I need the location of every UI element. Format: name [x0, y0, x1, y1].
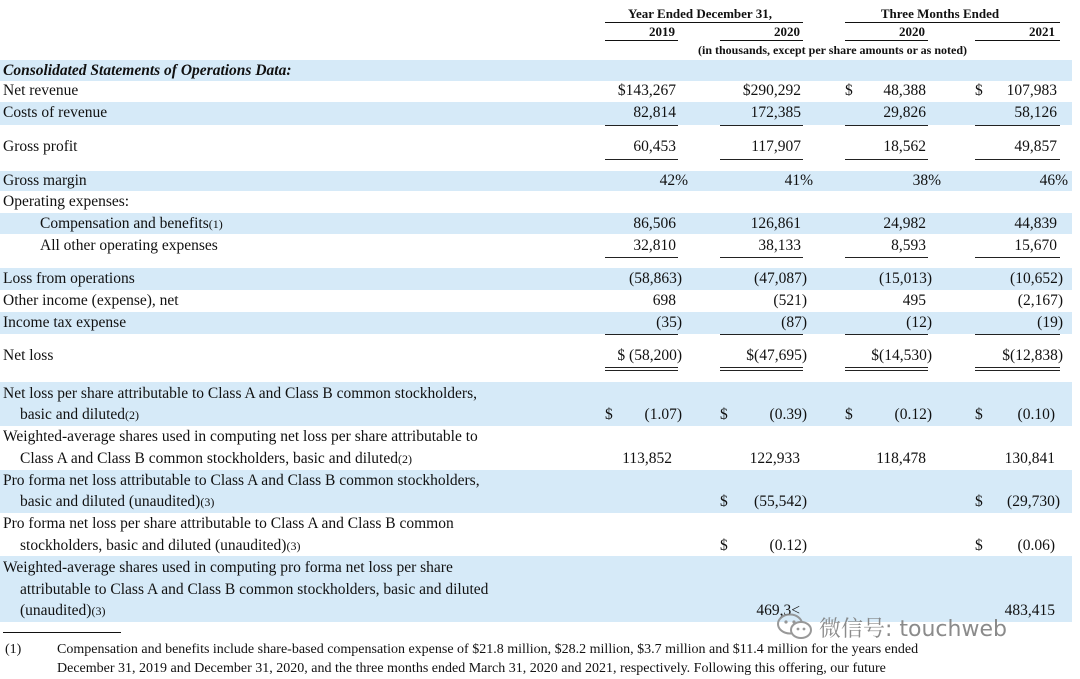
- tax-2020: (87): [781, 314, 807, 331]
- rule-costs-2019: [605, 125, 678, 126]
- comp-q2020: 24,982: [883, 215, 926, 232]
- footnote-ref: (1): [208, 217, 223, 231]
- other-income-q2020: 495: [902, 292, 926, 309]
- wavg-2020: 122,933: [749, 450, 800, 467]
- other-opex-2020: 38,133: [758, 237, 801, 254]
- net-revenue-q2021: 107,983: [1006, 82, 1057, 99]
- row-net-revenue-label: Net revenue: [3, 82, 79, 99]
- footnote-ref: (3): [200, 495, 215, 509]
- row-pf-nl-label-2: basic and diluted (unaudited)(3): [20, 493, 215, 510]
- gross-margin-2020: 41%: [784, 172, 813, 189]
- footnote-ref: (2): [398, 452, 412, 466]
- row-comp-label: Compensation and benefits(1): [40, 215, 223, 232]
- drule-nl-q2021: [975, 367, 1060, 371]
- rule-opex-2020: [720, 257, 803, 258]
- nlps-2020-currency: $: [720, 406, 728, 423]
- net-revenue-2019: $143,267: [617, 82, 676, 99]
- rule-opex-2019: [605, 257, 678, 258]
- wavg-q2021: 130,841: [1004, 450, 1055, 467]
- gross-profit-q2021: 49,857: [1014, 138, 1057, 155]
- watermark: [777, 612, 1007, 647]
- net-loss-q2020: $(14,530): [871, 347, 932, 364]
- header-col-2019: 2019: [649, 24, 675, 39]
- drule-nl-2020: [720, 367, 803, 371]
- net-revenue-q2020-currency: $: [845, 82, 853, 99]
- nlps-2019: (1.07): [644, 406, 682, 423]
- tax-2019: (35): [656, 314, 682, 331]
- pf-wavg-2020: 469,3<: [756, 602, 800, 619]
- rule-tax-q2020: [845, 334, 928, 335]
- nlps-q2020-currency: $: [845, 406, 853, 423]
- header-col-2020-year: 2020: [774, 24, 800, 39]
- rule-costs-q2021: [975, 125, 1060, 126]
- gross-margin-q2020: 38%: [912, 172, 941, 189]
- row-pf-wavg-label-3: (unaudited)(3): [20, 602, 106, 619]
- gross-margin-2019: 42%: [659, 172, 688, 189]
- nlps-q2021-currency: $: [975, 406, 983, 423]
- footnote-ref: (2): [125, 408, 140, 422]
- footnote-ref: (3): [91, 604, 106, 618]
- row-other-opex-label: All other operating expenses: [40, 237, 218, 254]
- tax-q2020: (12): [906, 314, 932, 331]
- wavg-2019: 113,852: [622, 450, 672, 467]
- pf-nl-2020-currency: $: [720, 493, 728, 510]
- pf-nlps-q2021: (0.06): [1017, 537, 1055, 554]
- nlps-q2021: (0.10): [1017, 406, 1055, 423]
- row-opex-label: Operating expenses:: [3, 193, 130, 210]
- gross-margin-q2021: 46%: [1039, 172, 1068, 189]
- rule-gp-2020: [720, 159, 803, 160]
- header-col-rule-2021: [975, 40, 1060, 41]
- costs-revenue-q2021: 58,126: [1014, 104, 1057, 121]
- footnote-ref: (3): [286, 539, 301, 553]
- row-pf-nlps-label-2: stockholders, basic and diluted (unaudited)(3): [20, 537, 301, 554]
- row-wavg-label-1: Weighted-average shares used in computing net loss per share attributable to: [3, 428, 478, 445]
- costs-revenue-2019: 82,814: [633, 104, 676, 121]
- footnote-marker: (1): [5, 642, 22, 657]
- net-loss-2020: $(47,695): [746, 347, 807, 364]
- gross-profit-q2020: 18,562: [883, 138, 926, 155]
- row-pf-nl-label-1: Pro forma net loss attributable to Class A and Class B common stockholders,: [3, 472, 480, 489]
- net-loss-2019: $ (58,200): [617, 347, 682, 364]
- comp-2019: 86,506: [633, 215, 676, 232]
- loss-ops-2020: (47,087): [754, 270, 807, 287]
- row-tax-label: Income tax expense: [3, 314, 127, 331]
- header-quarter-group: Three Months Ended: [880, 6, 1000, 21]
- header-col-rule-2019: [605, 40, 678, 41]
- row-costs-revenue-label: Costs of revenue: [3, 104, 108, 121]
- footnote-separator: [3, 632, 121, 633]
- wavg-q2020: 118,478: [876, 450, 926, 467]
- header-col-2020-quarter: 2020: [899, 24, 925, 39]
- pf-nl-q2021-currency: $: [975, 493, 983, 510]
- other-income-2020: (521): [773, 292, 807, 309]
- rule-costs-2020: [720, 125, 803, 126]
- row-gross-profit-label: Gross profit: [3, 138, 78, 155]
- row-pf-nlps-label-1: Pro forma net loss per share attributable to Class A and Class B common: [3, 515, 454, 532]
- row-other-income-label: Other income (expense), net: [3, 292, 179, 309]
- costs-revenue-q2020: 29,826: [883, 104, 926, 121]
- drule-nl-2019: [605, 367, 678, 371]
- gross-profit-2019: 60,453: [633, 138, 676, 155]
- header-units-note: (in thousands, except per share amounts or as noted): [697, 43, 968, 57]
- loss-ops-2019: (58,863): [629, 270, 682, 287]
- net-loss-q2021: $(12,838): [1002, 347, 1063, 364]
- rule-tax-q2021: [975, 334, 1060, 335]
- comp-q2021: 44,839: [1014, 215, 1057, 232]
- rule-costs-q2020: [845, 125, 928, 126]
- rule-opex-q2021: [975, 257, 1060, 258]
- net-revenue-2020: $290,292: [742, 82, 801, 99]
- header-col-2021: 2021: [1029, 24, 1055, 39]
- tax-q2021: (19): [1037, 314, 1063, 331]
- other-income-2019: 698: [652, 292, 676, 309]
- nlps-2020: (0.39): [769, 406, 807, 423]
- header-quarter-rule: [845, 22, 1060, 23]
- row-loss-ops-label: Loss from operations: [3, 270, 135, 287]
- other-income-q2021: (2,167): [1017, 292, 1063, 309]
- pf-wavg-q2021: 483,415: [1004, 602, 1055, 619]
- rule-gp-q2020: [845, 159, 928, 160]
- header-year-rule: [605, 22, 803, 23]
- loss-ops-q2021: (10,652): [1010, 270, 1063, 287]
- rule-gp-2019: [605, 159, 678, 160]
- header-year-group: Year Ended December 31,: [628, 6, 772, 21]
- net-revenue-q2021-currency: $: [975, 82, 983, 99]
- other-opex-q2020: 8,593: [891, 237, 926, 254]
- row-wavg-label-2: Class A and Class B common stockholders, basic and diluted(2): [20, 450, 412, 467]
- wechat-icon: [777, 613, 813, 647]
- header-col-rule-2020: [720, 40, 803, 41]
- row-pf-wavg-label-1: Weighted-average shares used in computing pro forma net loss per share: [3, 559, 453, 576]
- comp-2020: 126,861: [750, 215, 801, 232]
- watermark-text: 微信号: touchweb: [819, 617, 1007, 642]
- other-opex-q2021: 15,670: [1014, 237, 1057, 254]
- pf-nl-q2021: (29,730): [1007, 493, 1060, 510]
- row-net-loss-label: Net loss: [3, 347, 54, 364]
- row-pf-wavg-label-2: attributable to Class A and Class B common stockholders, basic and diluted: [20, 581, 489, 598]
- other-opex-2019: 32,810: [633, 237, 676, 254]
- pf-nlps-2020-currency: $: [720, 537, 728, 554]
- pf-nl-2020: (55,542): [754, 493, 807, 510]
- rule-opex-q2020: [845, 257, 928, 258]
- pf-nlps-2020: (0.12): [769, 537, 807, 554]
- rule-gp-q2021: [975, 159, 1060, 160]
- gross-profit-2020: 117,907: [751, 138, 801, 155]
- footnote-line-1: Compensation and benefits include share-based compensation expense of $21.8 million, $28.2 million, $3.7 million and $11.4 million for the years ended: [57, 642, 919, 657]
- row-nlps-label-2: basic and diluted(2): [20, 406, 140, 423]
- footnote-line-2: December 31, 2019 and December 31, 2020, and the three months ended March 31, 2020 and 2021, respectively. Following this offering, our future: [57, 661, 886, 676]
- loss-ops-q2020: (15,013): [879, 270, 932, 287]
- header-col-rule-2020q: [845, 40, 928, 41]
- costs-revenue-2020: 172,385: [750, 104, 801, 121]
- pf-nlps-q2021-currency: $: [975, 537, 983, 554]
- nlps-q2020: (0.12): [894, 406, 932, 423]
- net-revenue-q2020: 48,388: [883, 82, 926, 99]
- row-gross-margin-label: Gross margin: [3, 172, 87, 189]
- section-title: Consolidated Statements of Operations Data:: [3, 62, 292, 79]
- row-nlps-label-1: Net loss per share attributable to Class A and Class B common stockholders,: [3, 385, 477, 402]
- rule-tax-2019: [605, 334, 678, 335]
- nlps-2019-currency: $: [605, 406, 613, 423]
- drule-nl-q2020: [845, 367, 928, 371]
- rule-tax-2020: [720, 334, 803, 335]
